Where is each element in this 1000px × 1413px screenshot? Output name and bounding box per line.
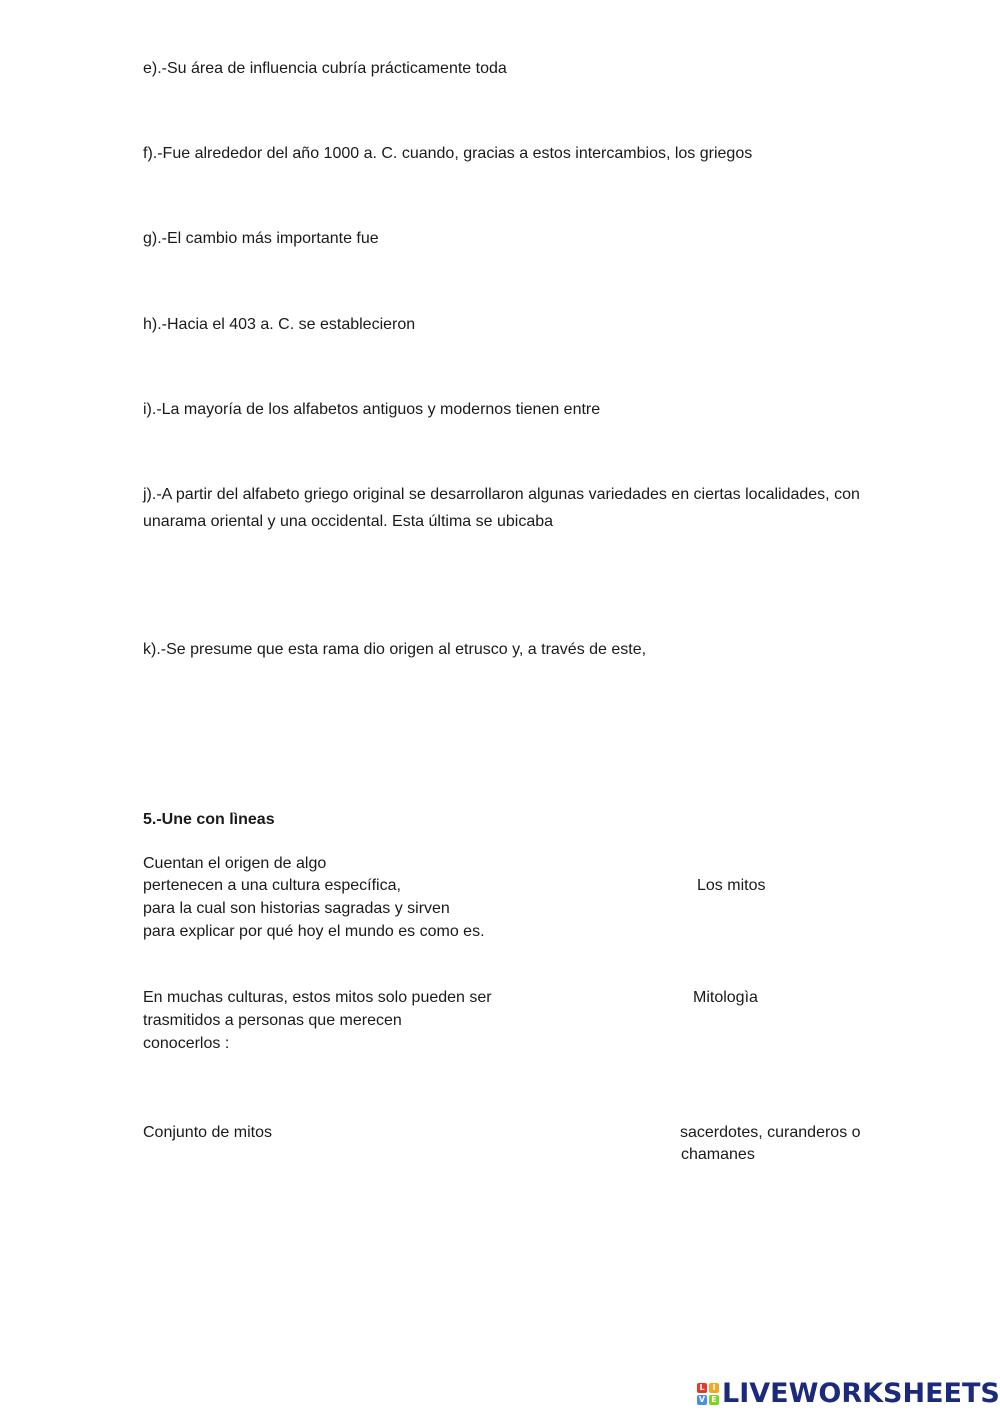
logo-text: LIVEWORKSHEETS [722, 1378, 1000, 1409]
question-h: h).-Hacia el 403 a. C. se establecieron [143, 316, 416, 333]
match-left-2-line-1: En muchas culturas, estos mitos solo pueden ser [143, 989, 492, 1006]
match-right-3-line-2: chamanes [681, 1146, 755, 1163]
match-right-2: Mitologìa [693, 989, 758, 1006]
logo-mark-v: V [698, 1395, 706, 1404]
match-left-2-line-2: trasmitidos a personas que merecen [143, 1012, 402, 1029]
logo-mark-l: L [697, 1383, 707, 1393]
question-f: f).-Fue alrededor del año 1000 a. C. cuando, gracias a estos intercambios, los griegos [143, 145, 753, 162]
match-left-2-line-3: conocerlos : [143, 1035, 230, 1052]
liveworksheets-logo [697, 1378, 1000, 1410]
question-k: k).-Se presume que esta rama dio origen al etrusco y, a través de este, [143, 641, 647, 658]
question-e: e).-Su área de influencia cubría prácticamente toda [143, 60, 507, 77]
question-i: i).-La mayoría de los alfabetos antiguos y modernos tienen entre [143, 401, 601, 418]
logo-mark-i: I [709, 1383, 719, 1393]
match-left-1-line-3: para la cual son historias sagradas y sirven [143, 900, 450, 917]
match-left-3: Conjunto de mitos [143, 1124, 272, 1141]
question-j-line-2: unarama oriental y una occidental. Esta última se ubicaba [143, 513, 554, 530]
question-g: g).-El cambio más importante fue [143, 230, 379, 247]
match-right-3-line-1: sacerdotes, curanderos o [680, 1124, 861, 1141]
match-left-1-line-1: Cuentan el origen de algo [143, 855, 327, 872]
section-title: 5.-Une con lìneas [143, 811, 275, 828]
match-left-1-line-4: para explicar por qué hoy el mundo es como es. [143, 923, 485, 940]
match-right-1: Los mitos [697, 877, 766, 894]
logo-mark-e: E [709, 1395, 719, 1405]
question-j-line-1: j).-A partir del alfabeto griego original se desarrollaron algunas variedades en ciertas localidades, con [143, 486, 860, 503]
logo-mark-icon [697, 1383, 719, 1405]
match-left-1-line-2: pertenecen a una cultura específica, [143, 877, 401, 894]
